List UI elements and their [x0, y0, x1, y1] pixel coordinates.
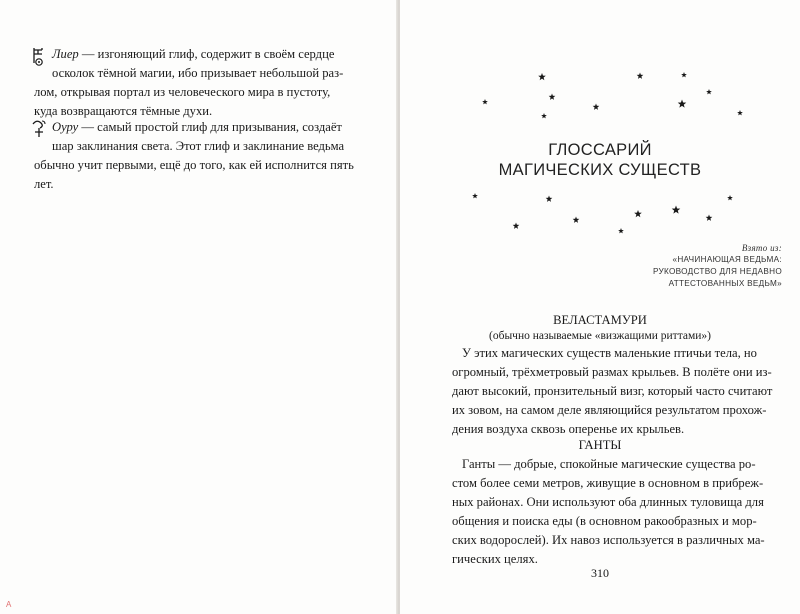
velastamuri-line-4: их зовом, на самом деле являющийся результатом прохож- — [452, 403, 767, 417]
left-page — [0, 0, 398, 614]
star-icon — [546, 196, 553, 202]
ouru-entry: Оуру — самый простой глиф для призывания, создаёт — [52, 120, 342, 134]
ganty-line-2: стом более семи метров, живущие в основном в прибреж- — [452, 476, 764, 490]
velastamuri-line-2: огромный, трёхметровый размах крыльев. В полёте они из- — [452, 365, 772, 379]
creature-name-velastamuri: ВЕЛАСТАМУРИ — [553, 313, 647, 327]
source-block — [582, 242, 782, 290]
lier-line-2: осколок тёмной магии, ибо призывает небольшой раз- — [52, 66, 344, 80]
ouru-line-1: самый простой глиф для призывания, создаёт — [97, 120, 342, 134]
source-line-3: АТТЕСТОВАННЫХ ВЕДЬМ» — [668, 279, 782, 288]
source-label: Взято из: — [741, 243, 782, 253]
star-icon — [672, 206, 681, 214]
velastamuri-line-5: дения воздуха сквозь оперенье их крыльев. — [452, 422, 685, 436]
star-icon — [637, 73, 644, 79]
star-decoration-icon — [400, 0, 800, 240]
source-line-2: РУКОВОДСТВО ДЛЯ НЕДАВНО — [652, 267, 782, 276]
ouru-term: Оуру — [52, 120, 79, 134]
ouru-line-3: обычно учит первыми, ещё до того, как ей исполнится пять — [34, 158, 354, 172]
lier-glyph-icon — [31, 46, 47, 68]
star-icon — [549, 94, 556, 100]
lier-term: Лиер — [52, 47, 79, 61]
ouru-line-4: лет. — [34, 177, 54, 191]
star-icon — [706, 215, 713, 221]
lier-line-3: лом, открывая портал из человеческого мира в пустоту, — [34, 85, 331, 99]
star-icon — [618, 228, 624, 233]
ganty-line-6: гических целях. — [452, 552, 538, 566]
source-line-1: «НАЧИНАЮЩАЯ ВЕДЬМА: — [672, 255, 782, 264]
star-icon — [727, 195, 733, 200]
star-icon — [678, 100, 687, 108]
ouru-line-2: шар заклинания света. Этот глиф и заклинание ведьма — [52, 139, 345, 153]
velastamuri-line-1: У этих магических существ маленькие птичьи тела, но — [462, 346, 757, 360]
creature-subtitle-velastamuri: (обычно называемые «визжащими риттами») — [489, 330, 711, 342]
corner-mark: A — [6, 600, 12, 609]
star-icon — [538, 73, 546, 80]
ganty-line-1: Ганты — добрые, спокойные магические существа ро- — [462, 457, 756, 471]
ganty-line-4: общения и поиска еды (в основном ракообразных и мор- — [452, 514, 757, 528]
ganty-line-5: ских водорослей). Их навоз используется в различных ма- — [452, 533, 765, 547]
star-icon — [573, 217, 580, 223]
star-icon — [472, 193, 478, 198]
ouru-glyph-icon — [31, 118, 47, 140]
page-number: 310 — [591, 566, 609, 580]
star-icon — [737, 110, 743, 115]
lier-line-1: изгоняющий глиф, содержит в своём сердце — [97, 47, 335, 61]
creature-name-ganty: ГАНТЫ — [578, 438, 622, 452]
star-icon — [482, 99, 488, 104]
star-icon — [634, 210, 642, 217]
velastamuri-line-3: дают высокий, пронзительный визг, который часто считают — [452, 384, 773, 398]
ganty-line-3: ных районах. Они используют оба длинных туловища для — [452, 495, 764, 509]
right-page — [400, 0, 800, 614]
star-icon — [593, 104, 600, 110]
glossary-title-line-2: МАГИЧЕСКИХ СУЩЕСТВ — [498, 161, 702, 179]
star-icon — [706, 89, 712, 94]
glossary-title-line-1: ГЛОССАРИЙ — [548, 141, 652, 159]
star-icon — [513, 223, 520, 229]
star-icon — [681, 72, 687, 77]
star-icon — [541, 113, 547, 118]
lier-entry: Лиер — изгоняющий глиф, содержит в своём сердце — [52, 47, 335, 61]
lier-line-4: куда возвращаются тёмные духи. — [34, 104, 213, 118]
